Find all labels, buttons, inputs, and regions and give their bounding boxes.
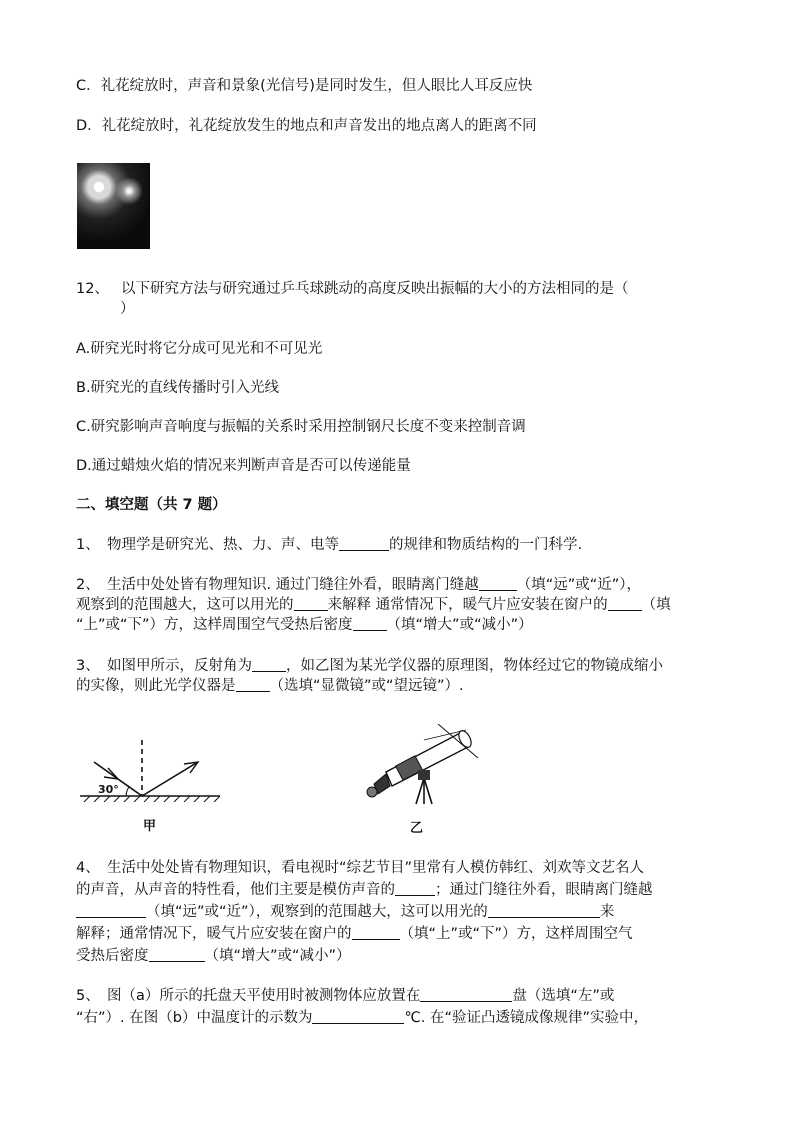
fill1-text-b: 的规律和物质结构的一门科学. bbox=[388, 537, 583, 553]
fill1-question bbox=[76, 535, 582, 555]
fill3-blank-1[interactable] bbox=[252, 657, 286, 672]
fill3-text-1b: ，如乙图为某光学仪器的原理图，物体经过它的物镜成缩小 bbox=[285, 658, 663, 674]
fill4-text-5a: 受热后密度 bbox=[76, 948, 149, 964]
fill4-text-4a: 解释；通常情况下，暖气片应安装在窗户的 bbox=[76, 926, 352, 942]
q12-stem-text: 以下研究方法与研究通过乒乓球跳动的高度反映出振幅的大小的方法相同的是（ bbox=[120, 281, 629, 297]
fill4-blank-4[interactable] bbox=[352, 925, 400, 940]
fill2-text-2c: （填 bbox=[641, 597, 671, 613]
q12-option-b: B.研究光的直线传播时引入光线 bbox=[76, 380, 280, 396]
fill2-line3 bbox=[76, 615, 533, 635]
fill4-line3 bbox=[76, 902, 614, 922]
fill3-text-2a: 的实像，则此光学仪器是 bbox=[76, 678, 236, 694]
fill2-line1 bbox=[76, 575, 641, 595]
fill5-text-2b: ℃. 在“验证凸透镜成像规律”实验中， bbox=[404, 1010, 648, 1026]
fill1-blank[interactable] bbox=[339, 536, 389, 551]
fill4-line2 bbox=[76, 880, 653, 900]
fill4-blank-2[interactable] bbox=[76, 903, 146, 918]
fill2-text-3b: （填“增大”或“减小”） bbox=[386, 617, 533, 633]
fill2-line2 bbox=[76, 595, 671, 615]
telescope-diagram bbox=[362, 724, 482, 806]
fill4-text-2a: 的声音，从声音的特性看，他们主要是模仿声音的 bbox=[76, 882, 395, 898]
fill4-line1: 4、 生活中处处皆有物理知识，看电视时“综艺节目”里常有人模仿韩红、刘欢等文艺名人 bbox=[76, 860, 644, 876]
q11-option-d: D．礼花绽放时，礼花绽放发生的地点和声音发出的地点离人的距离不同 bbox=[76, 118, 537, 134]
fill2-text-3a: “上”或“下”）方，这样周围空气受热后密度 bbox=[76, 617, 353, 633]
q12-stem-end: ） bbox=[120, 301, 135, 317]
fill5-line1 bbox=[76, 986, 614, 1006]
fill4-blank-1[interactable] bbox=[395, 881, 435, 896]
fig-b-caption: 乙 bbox=[410, 821, 424, 836]
angle-label: 30° bbox=[98, 783, 119, 796]
fill2-text-1b: （填“远”或“近”）， bbox=[516, 577, 642, 593]
fill2-blank-2[interactable] bbox=[294, 596, 328, 611]
fill3-line1 bbox=[76, 656, 663, 676]
fill4-line4 bbox=[76, 924, 633, 944]
fill2-blank-3[interactable] bbox=[608, 596, 642, 611]
fill2-blank-1[interactable] bbox=[479, 576, 517, 591]
fig-a-caption: 甲 bbox=[143, 819, 157, 834]
fill3-text-2b: （选填“显微镜”或“望远镜”）. bbox=[269, 678, 464, 694]
fill4-text-5b: （填“增大”或“减小”） bbox=[204, 948, 351, 964]
q11-option-c: C．礼花绽放时，声音和景象(光信号)是同时发生，但人眼比人耳反应快 bbox=[76, 78, 533, 94]
fill1-text-a: 1、 物理学是研究光、热、力、声、电等 bbox=[76, 537, 339, 553]
fill2-text-1a: 2、 生活中处处皆有物理知识. 通过门缝往外看，眼睛离门缝越 bbox=[76, 577, 479, 593]
q12-stem bbox=[76, 279, 628, 299]
q12-number: 12、 bbox=[76, 281, 109, 297]
fill5-text-1b: 盘（选填“左”或 bbox=[512, 988, 615, 1004]
q12-option-d: D.通过蜡烛火焰的情况来判断声音是否可以传递能量 bbox=[76, 458, 411, 474]
fill5-blank-2[interactable] bbox=[312, 1009, 404, 1024]
fill2-text-2a: 观察到的范围越大，这可以用光的 bbox=[76, 597, 294, 613]
q12-option-a: A.研究光时将它分成可见光和不可见光 bbox=[76, 341, 323, 357]
fill4-text-3c: 来 bbox=[599, 904, 615, 920]
fill4-blank-3[interactable] bbox=[488, 903, 600, 918]
fill4-text-2b: ；通过门缝往外看，眼睛离门缝越 bbox=[435, 882, 653, 898]
section-heading: 二、填空题（共 7 题） bbox=[76, 497, 227, 513]
fill2-blank-4[interactable] bbox=[353, 616, 387, 631]
fill5-blank-1[interactable] bbox=[420, 987, 512, 1002]
fill3-text-1a: 3、 如图甲所示，反射角为 bbox=[76, 658, 252, 674]
q12-option-c: C.研究影响声音响度与振幅的关系时采用控制钢尺长度不变来控制音调 bbox=[76, 419, 526, 435]
fill5-text-2a: “右”）. 在图（b）中温度计的示数为 bbox=[76, 1010, 313, 1026]
fill3-line2 bbox=[76, 676, 464, 696]
fill4-text-3b: （填“远”或“近”），观察到的范围越大，这可以用光的 bbox=[146, 904, 488, 920]
fill2-text-2b: 来解释 通常情况下，暖气片应安装在窗户的 bbox=[327, 597, 608, 613]
fireworks-photo bbox=[77, 163, 150, 249]
fill3-blank-2[interactable] bbox=[236, 677, 270, 692]
fill5-text-1a: 5、 图（a）所示的托盘天平使用时被测物体应放置在 bbox=[76, 988, 421, 1004]
fill5-line2 bbox=[76, 1008, 648, 1028]
fill4-line5 bbox=[76, 946, 351, 966]
fill4-blank-5[interactable] bbox=[149, 947, 205, 962]
fill4-text-4b: （填“上”或“下”）方，这样周围空气 bbox=[399, 926, 633, 942]
reflection-diagram bbox=[80, 740, 220, 802]
